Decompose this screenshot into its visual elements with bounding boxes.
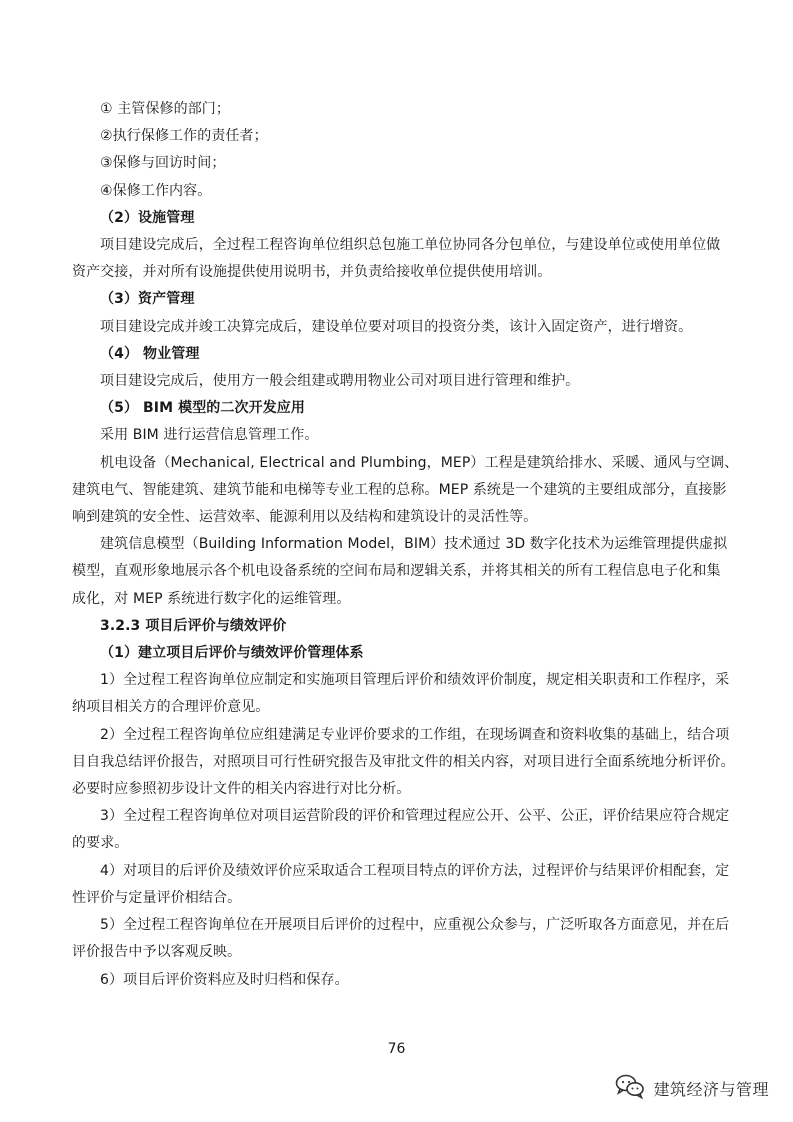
paragraph-line: 项目建设完成后，全过程工程咨询单位组织总包施工单位协同各分包单位，与建设单位或使用单位做 [100, 237, 721, 254]
list-item: ① 主管保修的部门； [100, 101, 231, 117]
subheading: （5） BIM 模型的二次开发应用 [100, 400, 305, 417]
paragraph-line: 3）全过程工程咨询单位对项目运营阶段的评价和管理过程应公开、公平、公正，评价结果应符合规定 [100, 808, 730, 825]
watermark-text: 建筑经济与管理 [653, 1079, 769, 1099]
paragraph-line: 的要求。 [72, 835, 129, 852]
paragraph-line: 采用 BIM 进行运营信息管理工作。 [100, 427, 319, 444]
wechat-icon [615, 1073, 645, 1103]
subheading: （3）资产管理 [100, 291, 195, 308]
paragraph-line: 6）项目后评价资料应及时归档和保存。 [100, 971, 349, 988]
document-body [72, 96, 739, 994]
page-number: 76 [387, 1041, 406, 1057]
paragraph-line: 纳项目相关方的合理评价意见。 [72, 699, 270, 716]
paragraph-line: 1）全过程工程咨询单位应制定和实施项目管理后评价和绩效评价制度，规定相关职责和工作程序，采 [100, 672, 730, 689]
paragraph-line: 建筑电气、智能建筑、建筑节能和电梯等专业工程的总称。MEP 系统是一个建筑的主要组成部分，直接影 [72, 481, 727, 498]
paragraph-line: 成化，对 MEP 系统进行数字化的运维管理。 [72, 590, 351, 607]
list-item: ②执行保修工作的责任者； [100, 128, 268, 145]
watermark [615, 1073, 769, 1103]
subheading: （4） 物业管理 [100, 345, 200, 362]
paragraph-line: 项目建设完成后，使用方一般会组建或聘用物业公司对项目进行管理和维护。 [100, 373, 580, 390]
paragraph-line: 目自我总结评价报告，对照项目可行性研究报告及审批文件的相关内容，对项目进行全面系统地分析评价。 [72, 753, 735, 770]
paragraph-line: 机电设备（Mechanical, Electrical and Plumbing，MEP）工程是建筑给排水、采暖、通风与空调、 [100, 454, 739, 471]
paragraph-line: 性评价与定量评价相结合。 [72, 889, 242, 906]
paragraph-line: 项目建设完成并竣工决算完成后，建设单位要对项目的投资分类，该计入固定资产，进行增资。 [100, 318, 693, 335]
list-item: ④保修工作内容。 [100, 182, 212, 199]
list-item: ③保修与回访时间； [100, 155, 226, 172]
paragraph-line: 建筑信息模型（Building Information Model，BIM）技术通过 3D 数字化技术为运维管理提供虚拟 [100, 536, 728, 553]
paragraph-line: 资产交接，并对所有设施提供使用说明书，并负责给接收单位提供使用培训。 [72, 264, 552, 281]
paragraph-line: 5）全过程工程咨询单位在开展项目后评价的过程中，应重视公众参与，广泛听取各方面意见，并在后 [100, 917, 730, 934]
subheading: （2）设施管理 [100, 209, 195, 226]
paragraph-line: 评价报告中予以客观反映。 [72, 944, 242, 961]
paragraph-line: 模型，直观形象地展示各个机电设备系统的空间布局和逻辑关系，并将其相关的所有工程信息电子化和集 [72, 563, 721, 580]
paragraph-line: 2）全过程工程咨询单位应组建满足专业评价要求的工作组，在现场调查和资料收集的基础上，结合项 [100, 726, 730, 743]
paragraph-line: 响到建筑的安全性、运营效率、能源利用以及结构和建筑设计的灵活性等。 [72, 509, 538, 526]
paragraph-line: 4）对项目的后评价及绩效评价应采取适合工程项目特点的评价方法，过程评价与结果评价相配套，定 [100, 862, 730, 879]
paragraph-line: 必要时应参照初步设计文件的相关内容进行对比分析。 [72, 781, 411, 798]
subheading: （1）建立项目后评价与绩效评价管理体系 [100, 645, 364, 662]
section-heading: 3.2.3 项目后评价与绩效评价 [100, 617, 287, 634]
